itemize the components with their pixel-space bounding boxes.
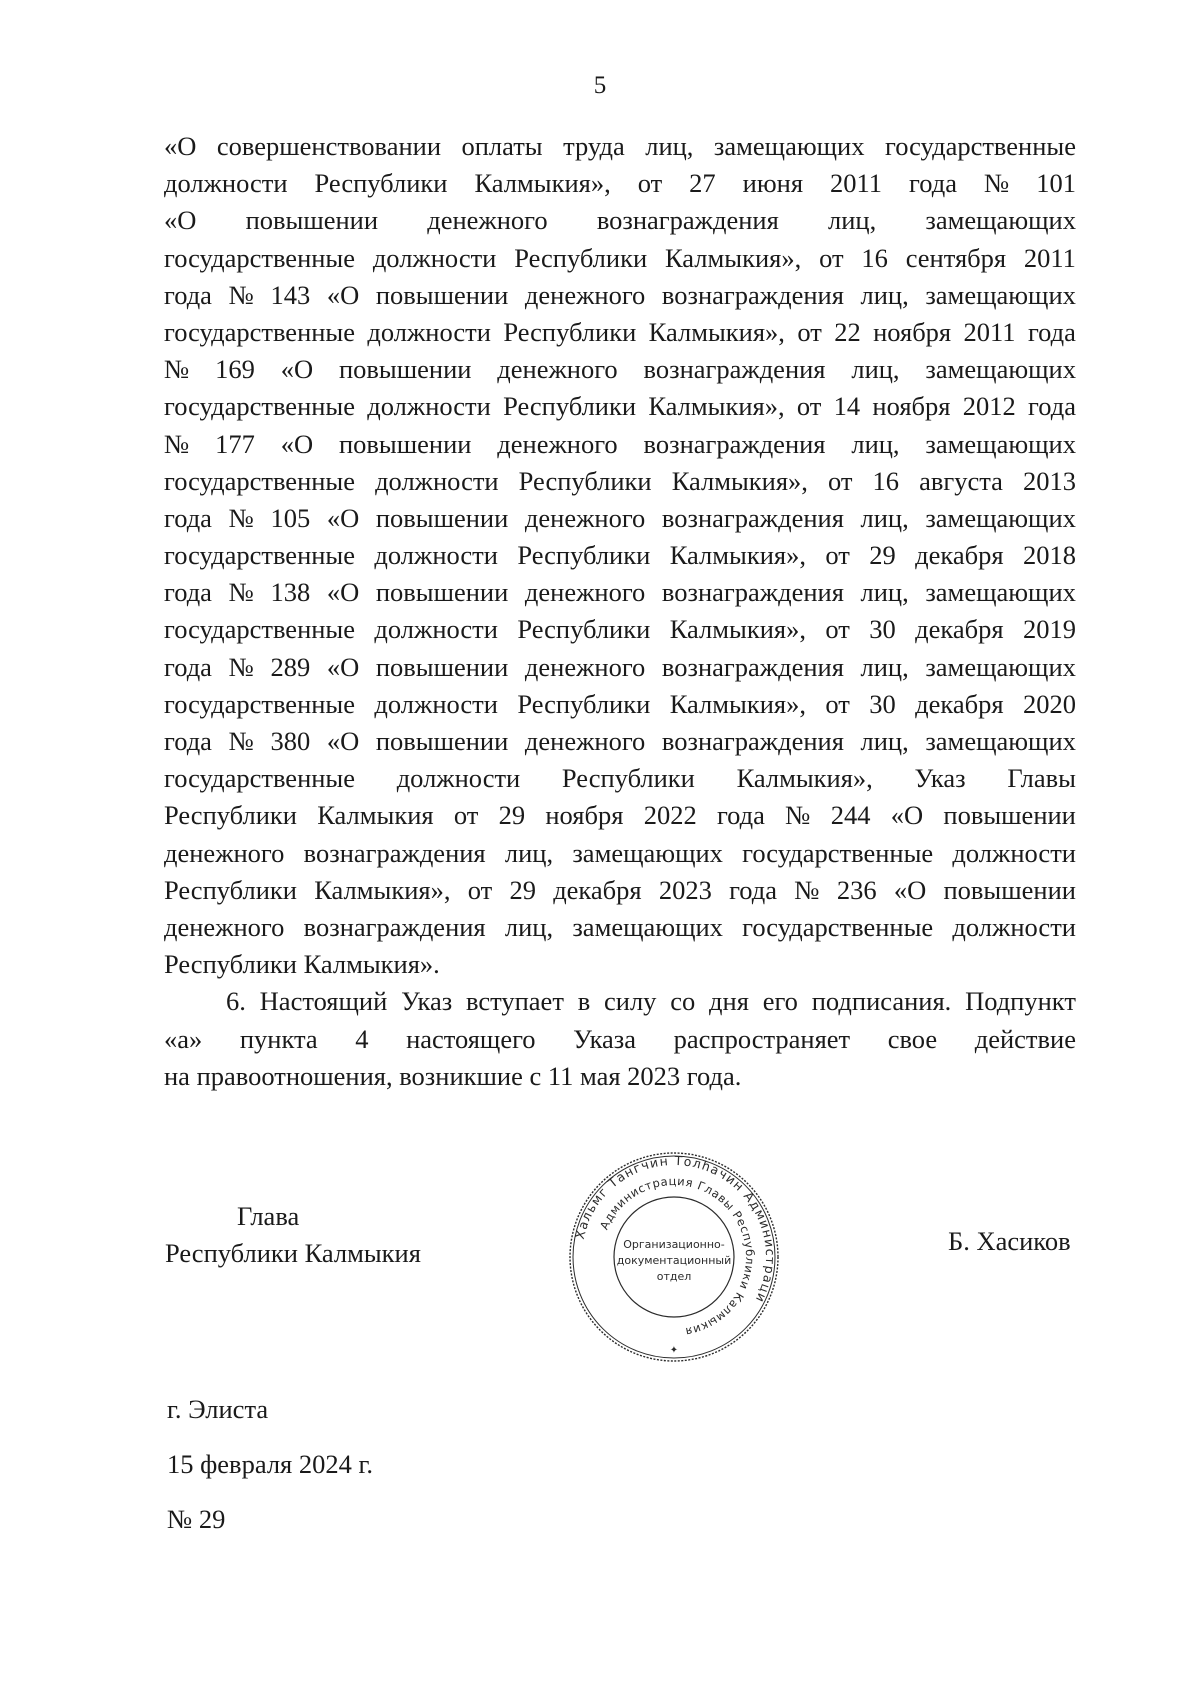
word: вознаграждения xyxy=(661,577,844,608)
word: подписания. xyxy=(811,986,952,1017)
word: Калмыкия», xyxy=(671,465,808,496)
word: вступает xyxy=(466,986,564,1017)
text-line xyxy=(164,240,1076,277)
word: Республики xyxy=(514,242,648,273)
word: денежного xyxy=(427,205,548,236)
word: 4 xyxy=(355,1023,369,1054)
text-line xyxy=(164,388,1076,425)
word: «О xyxy=(326,577,360,608)
word: сентября xyxy=(905,242,1007,273)
word: года xyxy=(164,577,212,608)
word: «О xyxy=(326,726,360,756)
official-seal-stamp xyxy=(565,1148,783,1366)
text-line xyxy=(164,463,1076,500)
word: года xyxy=(729,874,778,905)
text-line: Республики Калмыкия». xyxy=(164,949,440,980)
word: от xyxy=(825,614,850,645)
word: должности xyxy=(374,614,498,645)
word: 6. xyxy=(226,986,246,1017)
word: государственные xyxy=(164,465,355,496)
word: от xyxy=(825,688,850,719)
word: от xyxy=(797,316,822,347)
word: декабря xyxy=(553,874,642,905)
text-line xyxy=(164,537,1076,574)
word: повышении xyxy=(245,205,379,236)
word: повышении xyxy=(943,800,1076,831)
stamp-star-icon: ✦ xyxy=(669,1345,679,1356)
word: 2012 xyxy=(962,391,1016,422)
word: повышении xyxy=(375,502,509,533)
word: от xyxy=(453,800,479,831)
word: совершенствовании xyxy=(216,131,441,161)
word: от xyxy=(825,540,850,571)
word: года xyxy=(164,726,212,756)
decree-text xyxy=(164,128,1076,1095)
word: Республики xyxy=(561,763,695,794)
word: Главы xyxy=(1007,763,1076,794)
word: должности xyxy=(952,837,1076,868)
word: 2020 xyxy=(1022,688,1076,719)
word: декабря xyxy=(915,540,1004,571)
word: лиц, xyxy=(504,911,554,942)
text-line xyxy=(164,835,1076,872)
word: государственные xyxy=(164,391,355,422)
word: «О xyxy=(326,279,360,310)
text-line xyxy=(164,649,1076,686)
signatory-name: Б. Хасиков xyxy=(948,1226,1071,1256)
text-line xyxy=(164,426,1076,463)
word: настоящего xyxy=(406,1023,536,1054)
word: 101 xyxy=(1036,168,1076,199)
word: № xyxy=(228,577,254,608)
word: лиц, xyxy=(860,726,909,756)
word: в xyxy=(577,986,591,1017)
decree-number: № 29 xyxy=(167,1504,226,1534)
word: лиц, xyxy=(851,428,900,459)
word: ноября xyxy=(873,316,952,347)
word: года xyxy=(909,168,957,199)
word: № xyxy=(228,651,254,682)
word: свое xyxy=(887,1023,938,1054)
word: ноября xyxy=(545,800,624,831)
word: денежного xyxy=(524,577,646,608)
word: повышении xyxy=(943,874,1076,905)
word: лиц, xyxy=(860,651,909,682)
text-line xyxy=(164,574,1076,611)
date: 15 февраля 2024 г. xyxy=(167,1449,373,1479)
word: 236 xyxy=(836,874,877,905)
text-line xyxy=(164,165,1076,202)
word: замещающих xyxy=(925,726,1076,756)
word: 16 xyxy=(861,242,888,273)
page-number: 5 xyxy=(593,72,607,99)
word: 30 xyxy=(869,614,896,645)
word: действие xyxy=(974,1023,1076,1054)
word: денежного xyxy=(497,354,618,385)
word: замещающих xyxy=(925,502,1076,533)
word: года xyxy=(716,800,765,831)
word: Подпункт xyxy=(965,986,1076,1017)
word: Республики xyxy=(503,391,637,422)
word: вознаграждения xyxy=(643,354,826,385)
word: № xyxy=(983,168,1010,199)
word: денежного xyxy=(524,726,646,756)
text-line xyxy=(164,723,1076,760)
word: декабря xyxy=(915,688,1004,719)
word: денежного xyxy=(524,651,646,682)
word: № xyxy=(164,354,190,385)
word: Калмыкия», xyxy=(648,391,785,422)
word: 2011 xyxy=(830,168,883,199)
stamp-center-line-2: документационный xyxy=(616,1254,732,1267)
signatory-title-line-2: Республики Калмыкия xyxy=(165,1238,421,1268)
word: № xyxy=(228,726,254,756)
text-line xyxy=(164,500,1076,537)
word: 2011 xyxy=(1023,242,1076,273)
word: повышении xyxy=(375,279,509,310)
word: от xyxy=(828,465,853,496)
stamp-inner-text: Администрация Главы Республики Калмыкия xyxy=(596,1173,758,1340)
word: года xyxy=(164,502,212,533)
word: от xyxy=(637,168,663,199)
word: денежного xyxy=(164,911,285,942)
word: государственные xyxy=(164,242,355,273)
word: денежного xyxy=(524,502,646,533)
word: 2019 xyxy=(1022,614,1076,645)
word: лиц, xyxy=(645,131,694,161)
text-line: на правоотношения, возникшие с 11 мая 2023 года. xyxy=(164,1060,742,1091)
word: «О xyxy=(280,428,314,459)
word: денежного xyxy=(497,428,618,459)
word: «О xyxy=(893,874,927,905)
word: замещающих xyxy=(572,837,723,868)
word: 2023 xyxy=(658,874,712,905)
word: «О xyxy=(326,651,360,682)
text-line xyxy=(164,351,1076,388)
word: должности xyxy=(374,688,498,719)
word: Калмыкия», xyxy=(669,688,806,719)
word: от xyxy=(819,242,844,273)
word: замещающих xyxy=(925,279,1076,310)
word: № xyxy=(164,428,190,459)
word: Калмыкия», xyxy=(669,540,806,571)
word: 29 xyxy=(509,874,536,905)
word: «О xyxy=(890,800,924,831)
word: вознаграждения xyxy=(303,837,486,868)
word: лиц, xyxy=(860,279,909,310)
word: № xyxy=(794,874,820,905)
word: августа xyxy=(919,465,1003,496)
word: должности xyxy=(952,911,1076,942)
word: Указа xyxy=(573,1023,637,1054)
word: Настоящий xyxy=(259,986,388,1017)
word: № xyxy=(228,502,254,533)
word: вознаграждения xyxy=(661,502,844,533)
text-line xyxy=(164,686,1076,723)
word: Калмыкия», xyxy=(314,874,451,905)
word: лиц, xyxy=(851,354,900,385)
word: ноября xyxy=(872,391,951,422)
word: замещающих xyxy=(572,911,723,942)
word: Республики xyxy=(164,800,297,831)
word: 29 xyxy=(869,540,896,571)
word: должности xyxy=(367,316,491,347)
signatory-title-line-1: Глава xyxy=(237,1201,300,1231)
word: Республики xyxy=(517,540,651,571)
word: Калмыкия xyxy=(317,800,434,831)
word: июня xyxy=(742,168,804,199)
word: 2013 xyxy=(1023,465,1076,496)
word: повышении xyxy=(375,651,509,682)
word: Калмыкия», xyxy=(648,316,785,347)
word: должности xyxy=(396,763,521,794)
word: замещающих xyxy=(925,428,1076,459)
text-line xyxy=(164,872,1076,909)
word: замещающих xyxy=(713,131,865,161)
word: государственные xyxy=(164,688,355,719)
word: денежного xyxy=(164,837,285,868)
word: Калмыкия», xyxy=(669,614,806,645)
word: должности xyxy=(367,391,491,422)
word: Указ xyxy=(401,986,453,1017)
word: должности xyxy=(164,168,288,199)
word: «О xyxy=(280,354,314,385)
word: 177 xyxy=(215,428,255,459)
word: Республики xyxy=(518,465,652,496)
word: 169 xyxy=(215,354,255,385)
word: повышении xyxy=(375,726,509,756)
word: от xyxy=(467,874,493,905)
word: 244 xyxy=(830,800,871,831)
word: Республики xyxy=(517,614,651,645)
word: пункта xyxy=(239,1023,318,1054)
word: № xyxy=(228,279,254,310)
word: вознаграждения xyxy=(596,205,779,236)
word: № xyxy=(785,800,811,831)
word: 380 xyxy=(270,726,311,756)
word: оплаты xyxy=(461,131,543,161)
word: вознаграждения xyxy=(661,651,844,682)
word: 2011 xyxy=(963,316,1016,347)
word: распространяет xyxy=(673,1023,851,1054)
word: Калмыкия», xyxy=(664,242,802,273)
word: 16 xyxy=(872,465,900,496)
word: государственные xyxy=(884,131,1076,161)
word: лиц, xyxy=(860,502,909,533)
word: Указ xyxy=(914,763,966,794)
word: «а» xyxy=(164,1023,203,1054)
word: 22 xyxy=(834,316,861,347)
word: года xyxy=(1027,316,1076,347)
word: государственные xyxy=(164,763,355,794)
word: 27 xyxy=(689,168,716,199)
word: года xyxy=(1028,391,1076,422)
stamp-center-line-1: Организационно- xyxy=(623,1238,725,1251)
text-line xyxy=(164,760,1076,797)
text-line xyxy=(164,909,1076,946)
word: Калмыкия», xyxy=(736,763,873,794)
word: государственные xyxy=(164,614,355,645)
word: лиц, xyxy=(504,837,554,868)
word: лиц, xyxy=(860,577,909,608)
word: вознаграждения xyxy=(661,279,844,310)
word: 2022 xyxy=(643,800,697,831)
text-line xyxy=(164,314,1076,351)
word: 2018 xyxy=(1022,540,1076,571)
text-line xyxy=(164,983,1076,1020)
text-line xyxy=(164,611,1076,648)
stamp-outer-text: Хальмг Тангчин Толhачин Администраци xyxy=(571,1152,779,1306)
word: государственные xyxy=(742,911,934,942)
word: повышении xyxy=(375,577,509,608)
word: силу xyxy=(604,986,657,1017)
signatory-title xyxy=(165,1198,421,1272)
word: 289 xyxy=(270,651,311,682)
word: года xyxy=(164,651,212,682)
word: вознаграждения xyxy=(661,726,844,756)
word: его xyxy=(762,986,798,1017)
word: Калмыкия», xyxy=(474,168,611,199)
word: лиц, xyxy=(827,205,877,236)
word: «О xyxy=(164,205,197,236)
word: государственные xyxy=(742,837,934,868)
word: замещающих xyxy=(925,651,1076,682)
word: Республики xyxy=(164,874,297,905)
word: «О xyxy=(326,502,360,533)
word: дня xyxy=(709,986,749,1017)
word: декабря xyxy=(915,614,1004,645)
word: вознаграждения xyxy=(303,911,486,942)
word: вознаграждения xyxy=(643,428,826,459)
word: замещающих xyxy=(925,205,1076,236)
word: денежного xyxy=(524,279,646,310)
word: государственные xyxy=(164,540,355,571)
word: повышении xyxy=(338,354,472,385)
place: г. Элиста xyxy=(167,1394,269,1424)
word: года xyxy=(164,279,212,310)
word: 143 xyxy=(270,279,311,310)
word: замещающих xyxy=(925,354,1076,385)
word: замещающих xyxy=(925,577,1076,608)
word: 138 xyxy=(270,577,311,608)
text-line xyxy=(164,1021,1076,1058)
word: «О xyxy=(164,131,197,161)
word: повышении xyxy=(338,428,472,459)
word: от xyxy=(796,391,822,422)
text-line xyxy=(164,128,1076,165)
word: Республики xyxy=(517,688,651,719)
word: должности xyxy=(374,540,498,571)
word: со xyxy=(670,986,696,1017)
word: 14 xyxy=(833,391,861,422)
text-line xyxy=(164,797,1076,834)
stamp-center-line-3: отдел xyxy=(656,1270,692,1283)
word: должности xyxy=(375,465,499,496)
word: Республики xyxy=(503,316,637,347)
text-line xyxy=(164,202,1076,239)
text-line xyxy=(164,277,1076,314)
word: труда xyxy=(563,131,625,161)
word: Республики xyxy=(314,168,448,199)
word: 105 xyxy=(270,502,311,533)
word: 30 xyxy=(869,688,896,719)
word: должности xyxy=(372,242,497,273)
word: государственные xyxy=(164,316,355,347)
word: 29 xyxy=(498,800,526,831)
